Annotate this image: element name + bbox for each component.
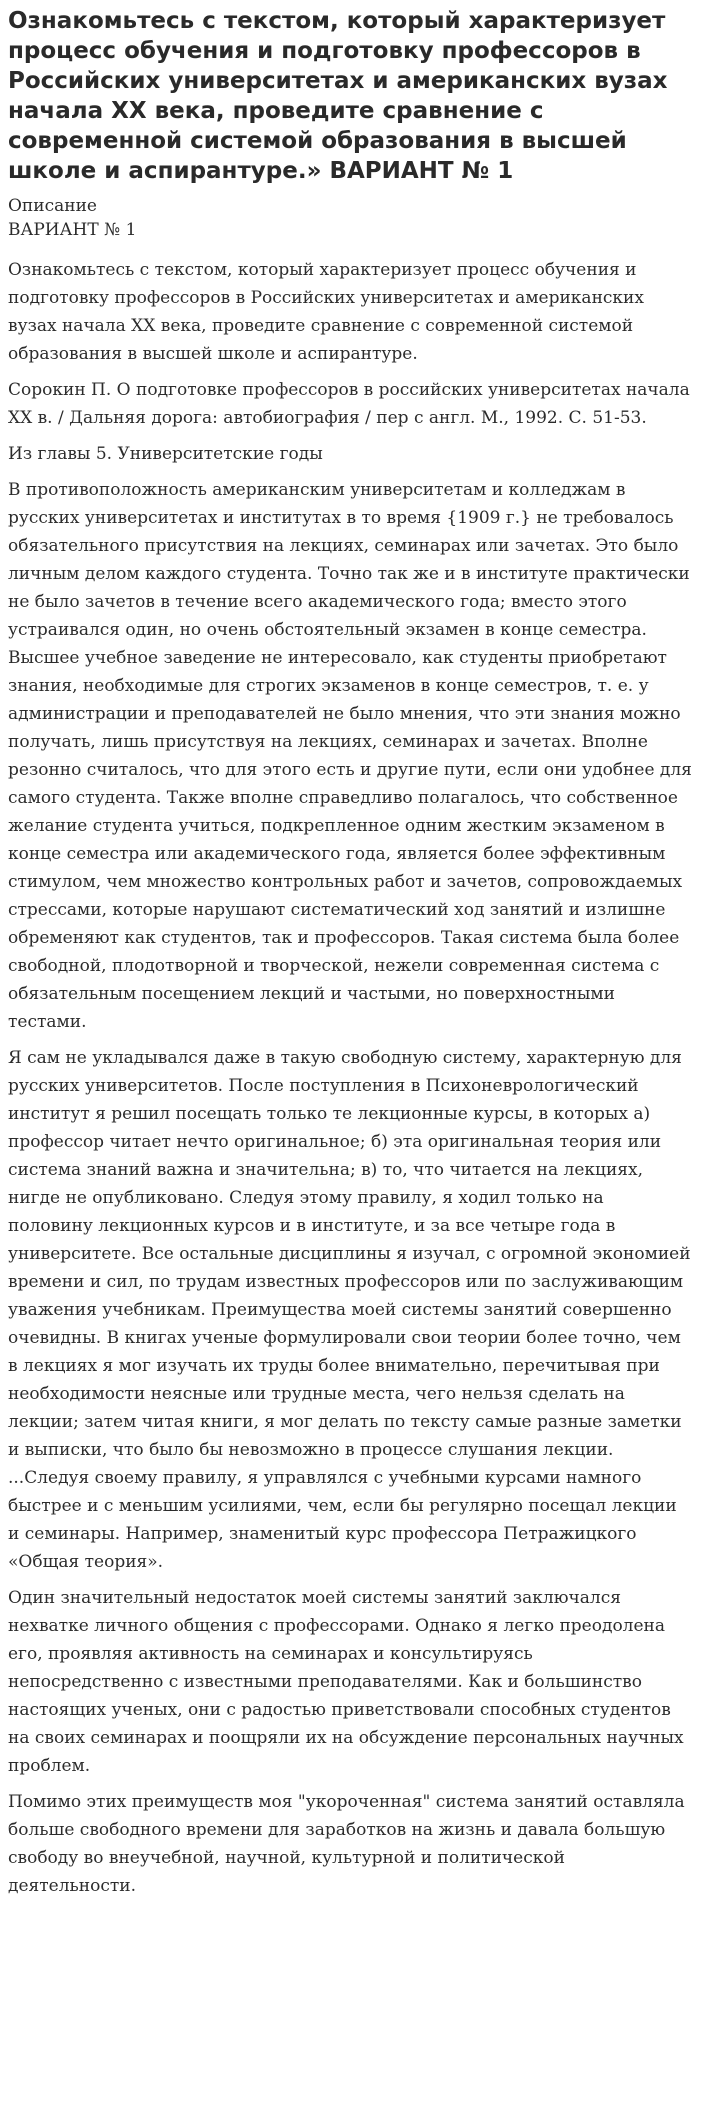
paragraph-task: Ознакомьтесь с текстом, который характеризует процесс обучения и подготовку профессоров в Российских университетах и американских вузах начала ХХ века, проведите сравнение с современной системой образования в высшей школе и аспирантуре. (8, 260, 644, 364)
paragraph-chapter-heading: Из главы 5. Университетские годы (8, 444, 323, 464)
paragraph-citation: Сорокин П. О подготовке профессоров в российских университетах начала ХХ в. / Дальняя дорога: автобиография / пер с англ. М., 1992. С. 51-53. (8, 380, 690, 428)
variant-label: ВАРИАНТ № 1 (8, 220, 137, 240)
paragraph-body-3: Один значительный недостаток моей системы занятий заключался нехватке личного общения с профессорами. Однако я легко преодолена его, проявляя активность на семинарах и консультируясь непосредственно с известными преподавателями. Как и большинство настоящих ученых, они с радостью приветствовали способных студентов на своих семинарах и поощряли их на обсуждение персональных научных проблем. (8, 1588, 684, 1776)
paragraph-body-2: Я сам не укладывался даже в такую свободную систему, характерную для русских университетов. После поступления в Психоневрологический институт я решил посещать только те лекционные курсы, в которых а) профессор читает нечто оригинальное; б) эта оригинальная теория или система знаний важна и значительна; в) то, что читается на лекциях, нигде не опубликовано. Следуя этому правилу, я ходил только на половину лекционных курсов и в институте, и за все четыре года в университете. Все остальные дисциплины я изучал, с огромной экономией времени и сил, по трудам известных профессоров или по заслуживающим уважения учебникам. Преимущества моей системы занятий совершенно очевидны. В книгах ученые формулировали свои теории более точно, чем в лекциях я мог изучать их труды более внимательно, перечитывая при необходимости неясные или трудные места, чего нельзя сделать на лекции; затем читая книги, я мог делать по тексту самые разные заметки и выписки, что было бы невозможно в процессе слушания лекции. ...Следуя своему правилу, я управлялся с учебными курсами намного быстрее и с меньшим усилиями, чем, если бы регулярно посещал лекции и семинары. Например, знаменитый курс профессора Петражицкого «Общая теория». (8, 1048, 691, 1572)
description-label: Описание (8, 196, 97, 216)
page-title: Ознакомьтесь с текстом, который характеризует процесс обучения и подготовку профессоров в Российских университетах и американских вузах начала ХХ века, проведите сравнение с современной системой образования в высшей школе и аспирантуре.» ВАРИАНТ № 1 (8, 8, 668, 184)
document-body (8, 256, 693, 1900)
paragraph-body-1: В противоположность американским университетам и колледжам в русских университетах и институтах в то время {1909 г.} не требовалось обязательного присутствия на лекциях, семинарах или зачетах. Это было личным делом каждого студента. Точно так же и в институте практически не было зачетов в течение всего академического года; вместо этого устраивался один, но очень обстоятельный экзамен в конце семестра. Высшее учебное заведение не интересовало, как студенты приобретают знания, необходимые для строгих экзаменов в конце семестров, т. е. у администрации и преподавателей не было мнения, что эти знания можно получать, лишь присутствуя на лекциях, семинарах и зачетах. Вполне резонно считалось, что для этого есть и другие пути, если они удобнее для самого студента. Также вполне справедливо полагалось, что собственное желание студента учиться, подкрепленное одним жестким экзаменом в конце семестра или академического года, является более эффективным стимулом, чем множество контрольных работ и зачетов, сопровождаемых стрессами, которые нарушают систематический ход занятий и излишне обременяют как студентов, так и профессоров. Такая система была более свободной, плодотворной и творческой, нежели современная система с обязательным посещением лекций и частыми, но поверхностными тестами. (8, 480, 692, 1032)
paragraph-body-4: Помимо этих преимуществ моя "укороченная" система занятий оставляла больше свободного времени для заработков на жизнь и давала большую свободу во внеучебной, научной, культурной и политической деятельности. (8, 1792, 685, 1896)
